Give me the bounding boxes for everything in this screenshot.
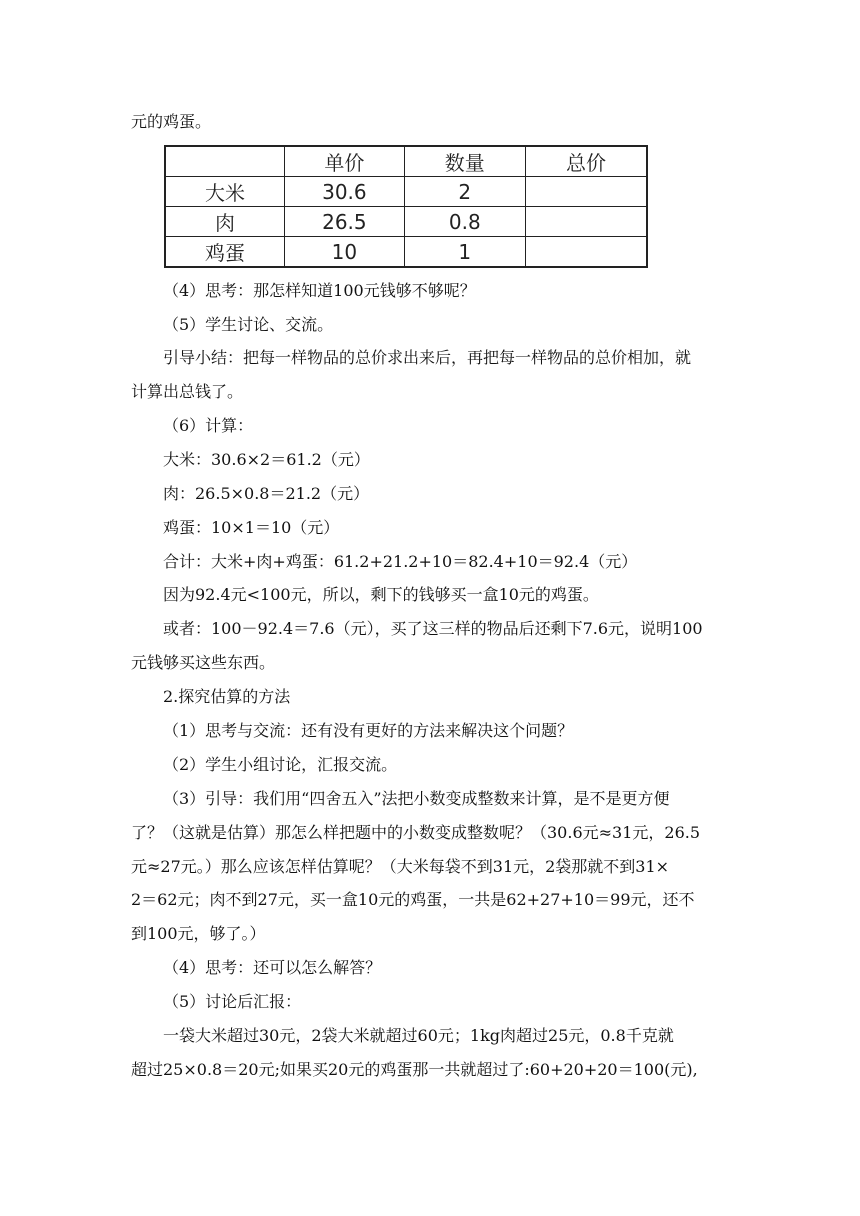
table-cell: 0.8: [404, 207, 525, 237]
table-cell: 26.5: [285, 207, 405, 237]
table-header-row: [165, 146, 647, 177]
table-header-cell: 单价: [285, 146, 405, 177]
text-line: 一袋大米超过30元，2袋大米就超过60元；1kg肉超过25元，0.8千克就: [163, 1026, 674, 1045]
text-line: 大米：30.6×2＝61.2（元）: [163, 450, 370, 469]
text-line: 鸡蛋：10×1＝10（元）: [163, 518, 340, 537]
table-header-cell: 数量: [404, 146, 525, 177]
table-cell: 10: [285, 237, 405, 268]
table-cell: [525, 177, 647, 207]
text-line: 或者：100－92.4＝7.6（元），买了这三样的物品后还剩下7.6元，说明100: [163, 619, 703, 638]
text-line: （5）讨论后汇报：: [163, 992, 302, 1011]
table-cell: [525, 237, 647, 268]
table-header-cell: [165, 146, 285, 177]
text-line: 2＝62元；肉不到27元，买一盒10元的鸡蛋，一共是62+27+10＝99元，还不: [131, 890, 695, 909]
table-header-cell: 总价: [525, 146, 647, 177]
text-line: 元≈27元。）那么应该怎样估算呢？（大米每袋不到31元，2袋那就不到31×: [131, 857, 670, 876]
table-row: [165, 177, 647, 207]
table-cell: 大米: [165, 177, 285, 207]
section-heading: 2.探究估算的方法: [163, 687, 291, 706]
text-line: （1）思考与交流：还有没有更好的方法来解决这个问题？: [163, 721, 574, 740]
table-cell: [525, 207, 647, 237]
table-row: [165, 207, 647, 237]
text-line: 合计：大米+肉+鸡蛋：61.2+21.2+10＝82.4+10＝92.4（元）: [163, 552, 638, 571]
text-line: 元钱够买这些东西。: [131, 653, 276, 672]
text-line: （3）引导：我们用“四舍五入”法把小数变成整数来计算，是不是更方便: [163, 789, 670, 808]
table-cell: 2: [404, 177, 525, 207]
text-line: 超过25×0.8＝20元;如果买20元的鸡蛋那一共就超过了:60+20+20＝100(元),: [131, 1060, 698, 1079]
table-cell: 肉: [165, 207, 285, 237]
text-line: （2）学生小组讨论，汇报交流。: [163, 755, 398, 774]
text-line: （6）计算：: [163, 416, 254, 435]
text-line: 了？（这就是估算）那怎么样把题中的小数变成整数呢？（30.6元≈31元，26.5: [131, 823, 701, 842]
table-cell: 鸡蛋: [165, 237, 285, 268]
text-line: （4）思考：还可以怎么解答？: [163, 958, 382, 977]
table-row: [165, 237, 647, 268]
table-cell: 1: [404, 237, 525, 268]
text-line: 因为92.4元<100元，所以，剩下的钱够买一盒10元的鸡蛋。: [163, 585, 599, 604]
text-line: 计算出总钱了。: [131, 382, 244, 401]
text-line: （4）思考：那怎样知道100元钱够不够呢？: [163, 281, 476, 300]
text-line: 元的鸡蛋。: [131, 112, 212, 131]
text-line: 引导小结：把每一样物品的总价求出来后，再把每一样物品的总价相加，就: [163, 348, 692, 367]
text-line: （5）学生讨论、交流。: [163, 315, 334, 334]
text-line: 肉：26.5×0.8＝21.2（元）: [163, 484, 370, 503]
table-cell: 30.6: [285, 177, 405, 207]
price-table: [164, 145, 648, 268]
text-line: 到100元，够了。）: [131, 924, 266, 943]
